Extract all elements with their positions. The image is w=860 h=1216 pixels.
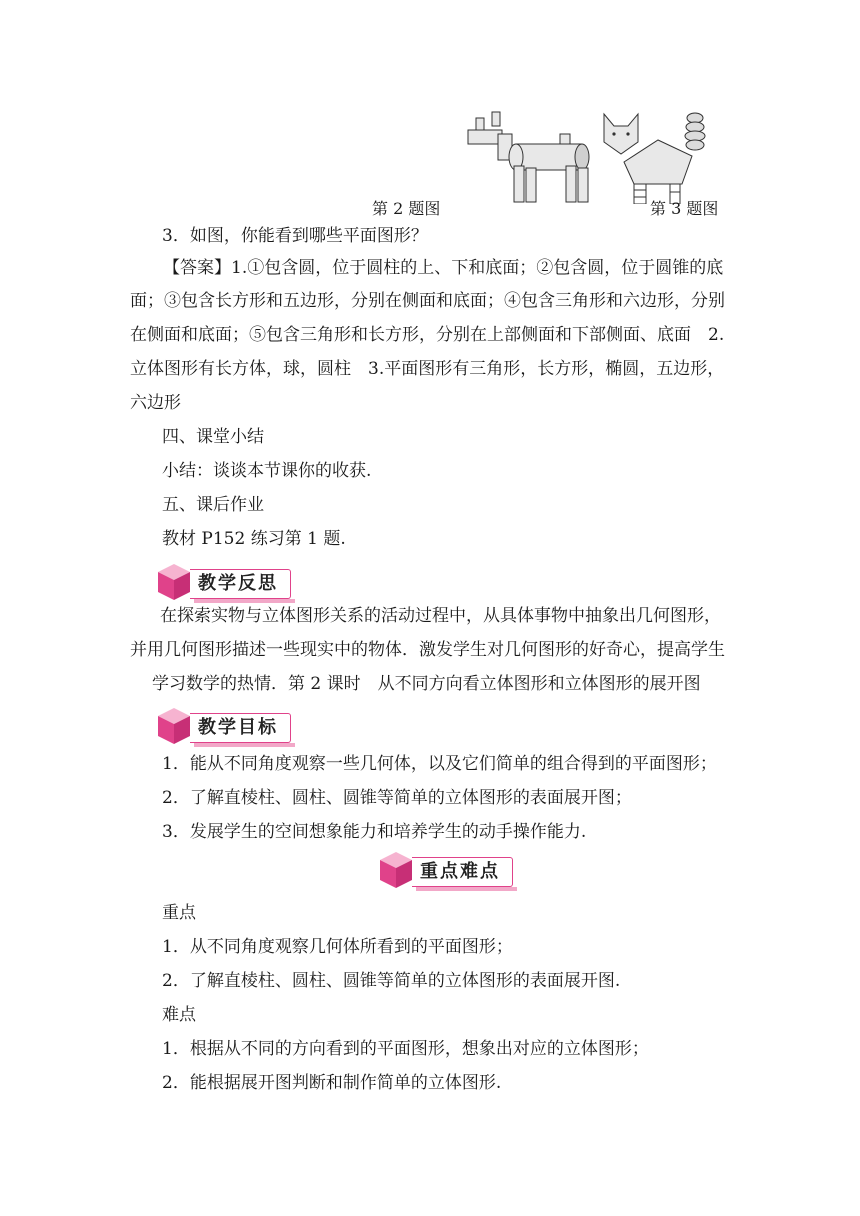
key-item: 2．了解直棱柱、圆柱、圆锥等简单的立体图形的表面展开图. — [162, 971, 621, 991]
answer-line: 面；③包含长方形和五边形，分别在侧面和底面；④包含三角形和六边形，分别 — [130, 291, 725, 311]
objective-item: 3．发展学生的空间想象能力和培养学生的动手操作能力. — [162, 822, 587, 842]
key-label: 重点 — [162, 903, 196, 923]
section-heading: 四、课堂小结 — [162, 427, 264, 447]
reflection-line: 在探索实物与立体图形关系的活动过程中，从具体事物中抽象出几何图形， — [160, 606, 721, 626]
cube-icon — [156, 706, 192, 746]
answer-line: 六边形 — [130, 393, 181, 413]
section-badge-reflection — [156, 562, 296, 602]
figure-cat-illustration — [600, 112, 712, 204]
section-badge-key-points — [378, 850, 518, 890]
difficult-item: 2．能根据展开图判断和制作简单的立体图形. — [162, 1073, 502, 1093]
objective-item: 1．能从不同角度观察一些几何体，以及它们简单的组合得到的平面图形； — [162, 754, 717, 774]
section-heading: 五、课后作业 — [162, 495, 264, 515]
cube-icon — [378, 850, 414, 890]
homework-text: 教材 P152 练习第 1 题. — [162, 529, 346, 549]
question-3: 3．如图，你能看到哪些平面图形？ — [162, 226, 428, 246]
reflection-line: 学习数学的热情．第 2 课时 从不同方向看立体图形和立体图形的展开图 — [152, 674, 701, 694]
difficult-item: 1．根据从不同的方向看到的平面图形，想象出对应的立体图形； — [162, 1039, 649, 1059]
section-title: 重点难点 — [412, 857, 513, 887]
answer-line: 立体图形有长方体，球，圆柱 3.平面图形有三角形，长方形，椭圆，五边形， — [130, 359, 725, 379]
figure-deer-illustration — [466, 108, 596, 203]
summary-text: 小结：谈谈本节课你的收获. — [162, 461, 372, 481]
answer-line: 【答案】1.①包含圆，位于圆柱的上、下和底面；②包含圆，位于圆锥的底 — [163, 258, 724, 278]
difficult-label: 难点 — [162, 1005, 196, 1025]
section-title: 教学目标 — [190, 713, 291, 743]
key-item: 1．从不同角度观察几何体所看到的平面图形； — [162, 937, 513, 957]
figure-3-caption: 第 3 题图 — [650, 199, 719, 218]
section-title: 教学反思 — [190, 569, 291, 599]
cube-icon — [156, 562, 192, 602]
section-badge-objectives — [156, 706, 296, 746]
reflection-line: 并用几何图形描述一些现实中的物体．激发学生对几何图形的好奇心，提高学生 — [130, 640, 725, 660]
answer-line: 在侧面和底面；⑤包含三角形和长方形，分别在上部侧面和下部侧面、底面 2. — [130, 325, 725, 345]
objective-item: 2．了解直棱柱、圆柱、圆锥等简单的立体图形的表面展开图； — [162, 788, 632, 808]
figure-2-caption: 第 2 题图 — [372, 199, 441, 218]
